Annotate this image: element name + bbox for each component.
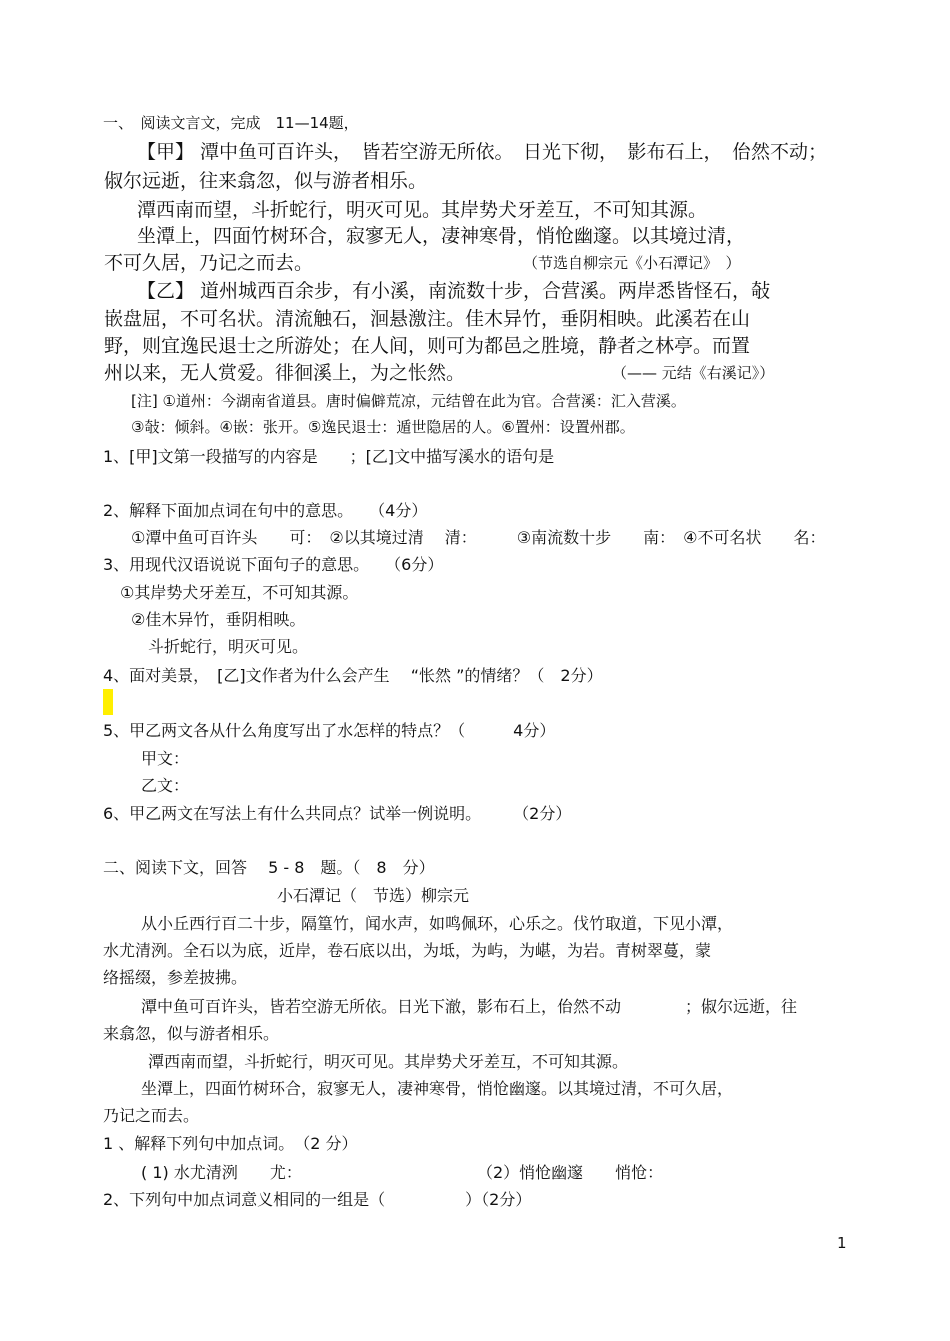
- notes-line-1: [注] ①道州：今湖南省道县。唐时偏僻荒凉，元结曾在此为官。合营溪：汇入营溪。: [131, 392, 686, 410]
- section2-question-1-item-2: （2）悄怆幽邃 悄怆：: [477, 1163, 664, 1182]
- jia-line-1: 【甲】 潭中鱼可百许头， 皆若空游无所依。 日光下彻， 影布石上， 佁然不动；: [137, 141, 828, 163]
- jia-line-5: 不可久居，乃记之而去。: [104, 252, 314, 274]
- jia-line-3: 潭西南而望，斗折蛇行，明灭可见。其岸势犬牙差互，不可知其源。: [137, 199, 708, 221]
- page-number: 1: [837, 1234, 847, 1252]
- notes-line-2: ③敧：倾斜。④嵌：张开。⑤逸民退士：遁世隐居的人。⑥置州：设置州郡。: [131, 418, 635, 436]
- para1-line-1: 从小丘西行百二十步，隔篁竹，闻水声，如鸣佩环，心乐之。伐竹取道，下见小潭，: [141, 914, 734, 933]
- para2-line-2: 来翕忽，似与游者相乐。: [103, 1024, 280, 1043]
- question-3: 3、用现代汉语说说下面句子的意思。 （6分）: [103, 555, 444, 574]
- jia-line-2: 俶尔远逝，往来翕忽，似与游者相乐。: [104, 170, 428, 192]
- question-1: 1、[甲]文第一段描写的内容是 ；[乙]文中描写溪水的语句是: [103, 447, 555, 466]
- question-3-item-3: 斗折蛇行，明灭可见。: [148, 637, 309, 656]
- section2-heading: 二、阅读下文，回答 5 - 8 题。（ 8 分）: [103, 858, 435, 877]
- para4-line-1: 坐潭上，四面竹树环合，寂寥无人，凄神寒骨，悄怆幽邃。以其境过清，不可久居，: [141, 1079, 734, 1098]
- yi-line-2: 嵌盘屈，不可名状。清流触石，洄悬激注。佳木异竹，垂阴相映。此溪若在山: [104, 308, 751, 330]
- question-5: 5、甲乙两文各从什么角度写出了水怎样的特点？（ 4分）: [103, 721, 556, 740]
- para3: 潭西南而望，斗折蛇行，明灭可见。其岸势犬牙差互，不可知其源。: [148, 1052, 629, 1071]
- yi-line-3: 野，则宜逸民退士之所游处；在人间，则可为都邑之胜境，静者之林亭。而置: [104, 335, 751, 357]
- section2-title: 小石潭记（ 节选）柳宗元: [277, 886, 470, 905]
- jia-source: （节选自柳宗元《小石潭记》 ）: [523, 254, 741, 272]
- section2-question-1-item-1: ( 1) 水尤清洌 尤：: [141, 1163, 302, 1182]
- section2-question-2: 2、下列句中加点词意义相同的一组是（ ）（2分）: [103, 1190, 532, 1209]
- para2-line-1: 潭中鱼可百许头，皆若空游无所依。日光下澈，影布石上，佁然不动 ；俶尔远逝，往: [141, 997, 798, 1016]
- question-2: 2、解释下面加点词在句中的意思。 （4分）: [103, 501, 428, 520]
- para1-line-3: 络摇缀，参差披拂。: [103, 968, 248, 987]
- question-5-jia: 甲文：: [141, 749, 190, 768]
- question-6: 6、甲乙两文在写法上有什么共同点？试举一例说明。 （2分）: [103, 804, 572, 823]
- question-3-item-1: ①其岸势犬牙差互，不可知其源。: [120, 583, 359, 602]
- jia-line-4: 坐潭上，四面竹树环合，寂寥无人，凄神寒骨，悄怆幽邃。以其境过清，: [137, 225, 746, 247]
- para1-line-2: 水尤清洌。全石以为底，近岸，卷石底以出，为坻，为屿，为嵁，为岩。青树翠蔓，蒙: [103, 941, 712, 960]
- question-3-item-2: ②佳木异竹，垂阴相映。: [131, 610, 306, 629]
- section2-question-1: 1 、解释下列句中加点词。 （2 分）: [103, 1134, 358, 1153]
- yi-line-4: 州以来，无人赏爱。徘徊溪上，为之怅然。: [104, 362, 466, 384]
- question-5-yi: 乙文：: [141, 776, 190, 795]
- section1-heading: 一、 阅读文言文，完成 11—14题，: [103, 114, 359, 132]
- question-2-items: ①潭中鱼可百许头 可： ②以其境过清 清： ③南流数十步 南： ④不可名状 名：: [131, 528, 826, 547]
- question-4: 4、面对美景， [乙]文作者为什么会产生 “怅然 ”的情绪？（ 2分）: [103, 666, 603, 685]
- para4-line-2: 乃记之而去。: [103, 1106, 200, 1125]
- highlight-marker: [103, 689, 113, 715]
- yi-source: （—— 元结《右溪记》）: [612, 364, 775, 382]
- yi-line-1: 【乙】 道州城西百余步，有小溪，南流数十步，合营溪。两岸悉皆怪石，敧: [137, 280, 771, 302]
